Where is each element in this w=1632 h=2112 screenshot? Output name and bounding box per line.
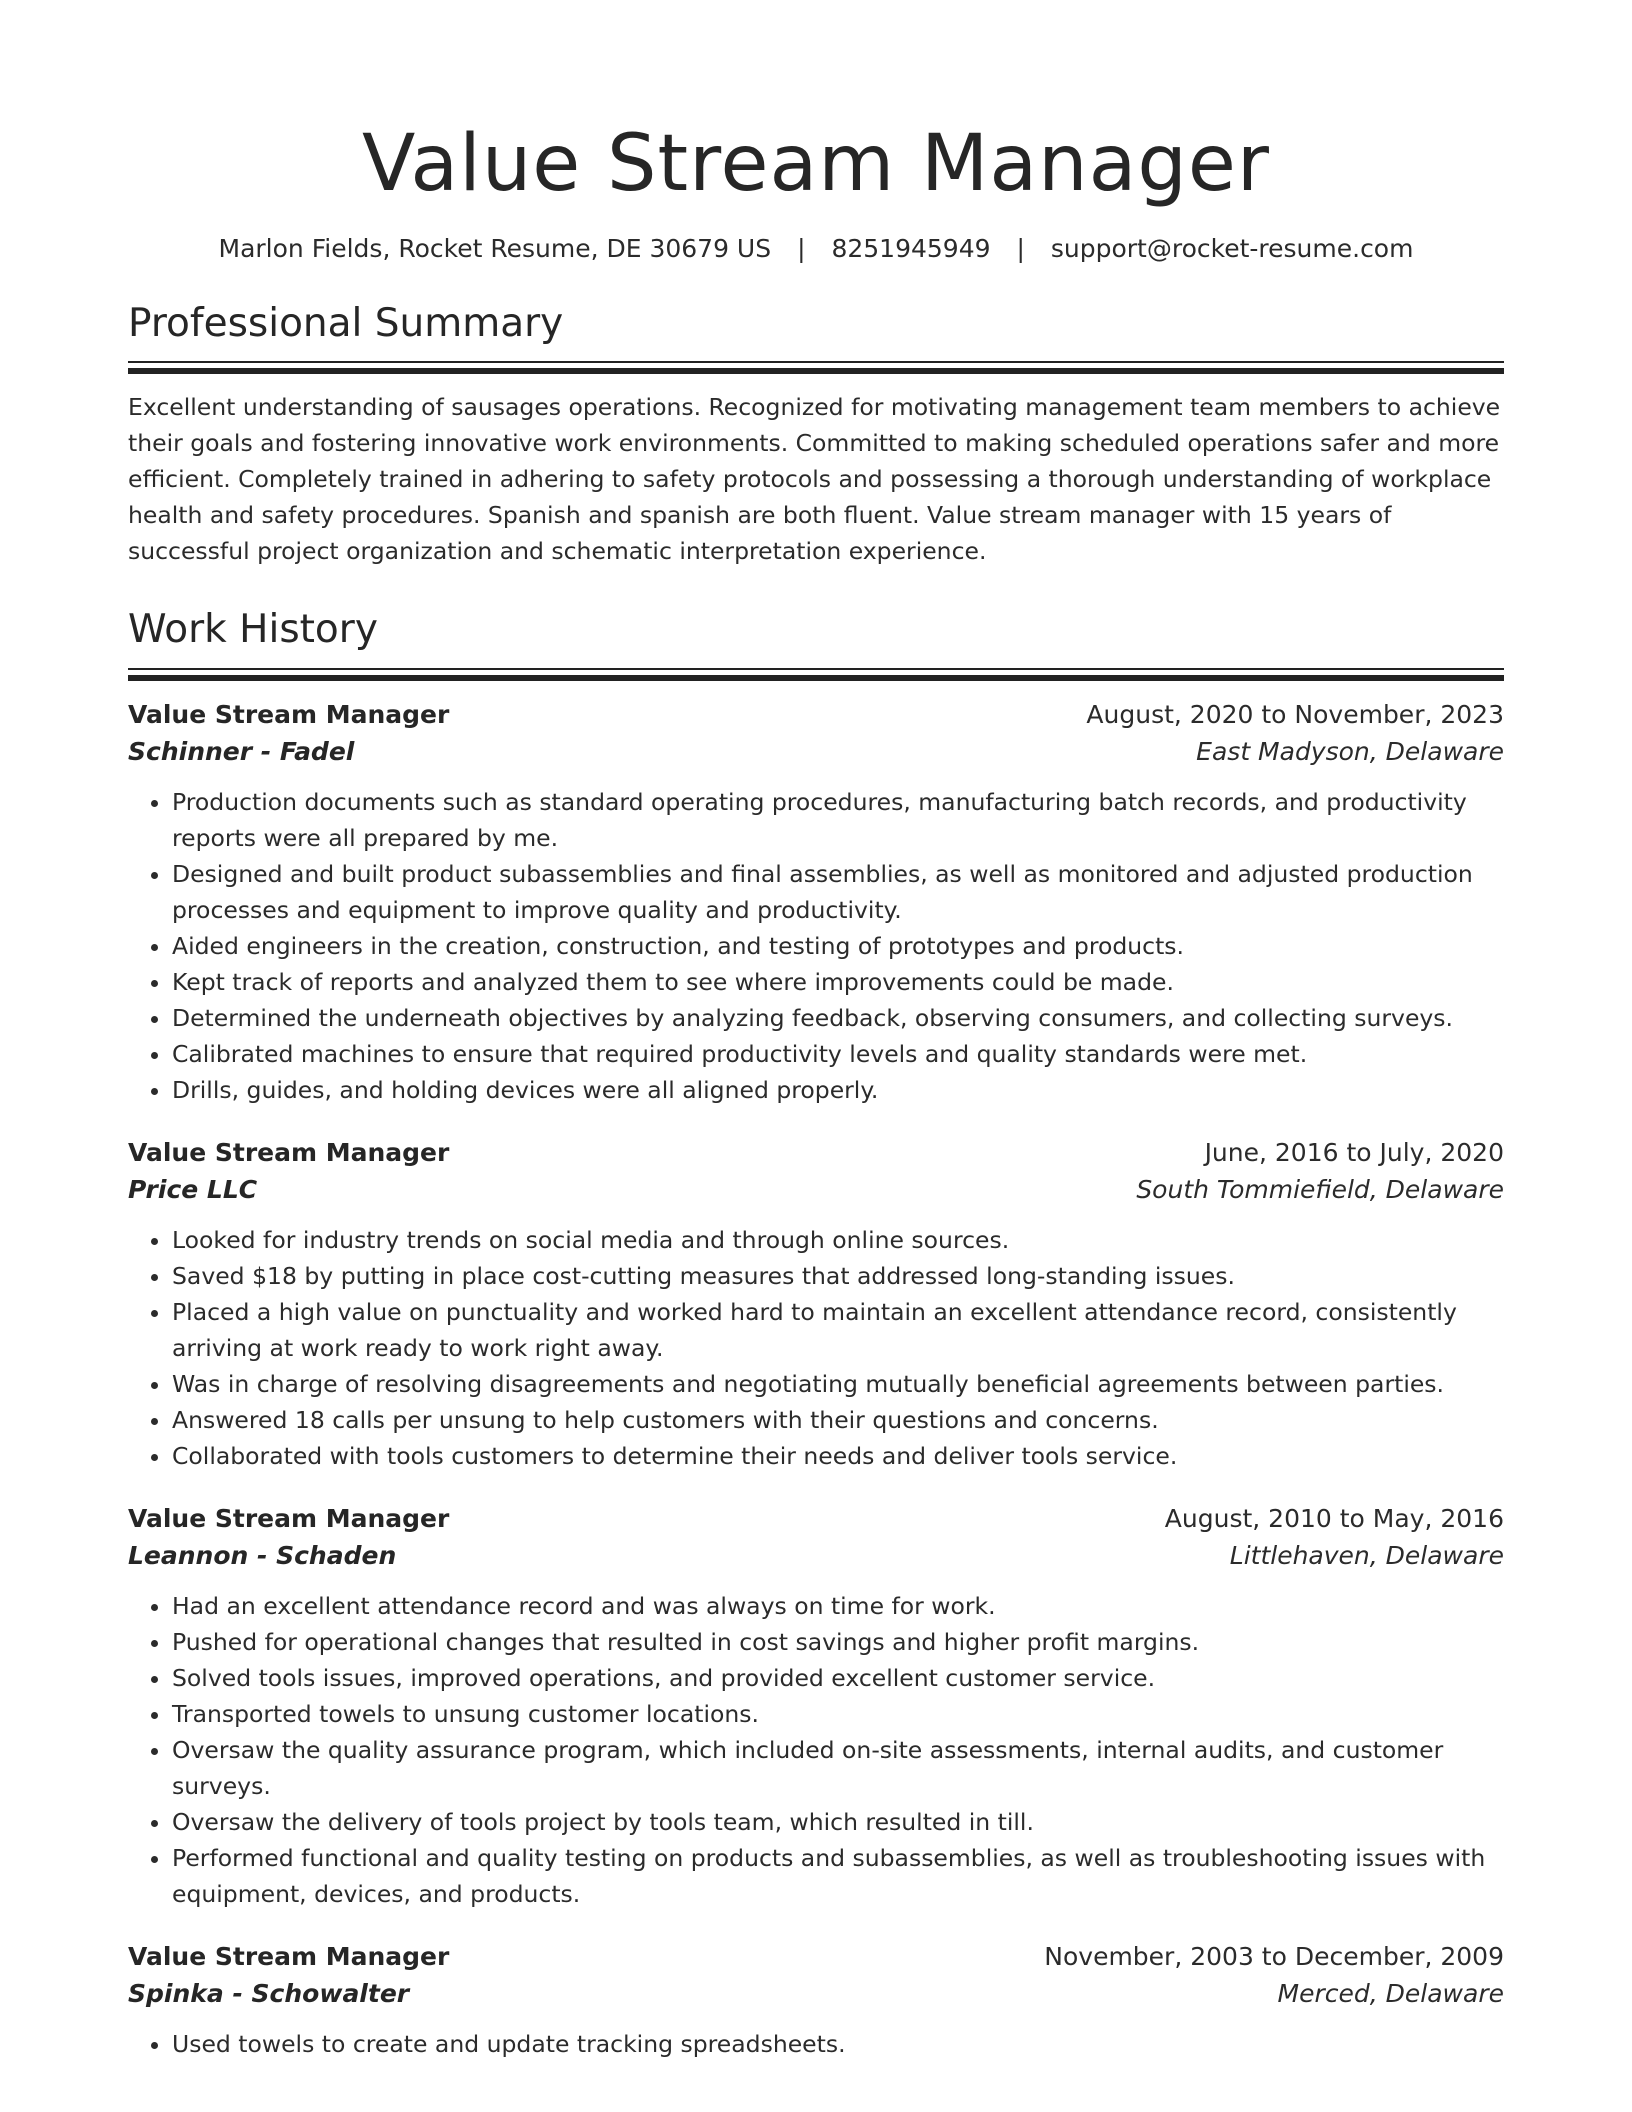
job-entry bbox=[128, 1138, 1504, 1474]
job-dates: June, 2016 to July, 2020 bbox=[1204, 1138, 1504, 1168]
job-entry bbox=[128, 1942, 1504, 2062]
job-company: Leannon - Schaden bbox=[128, 1541, 397, 1571]
contact-separator: | bbox=[797, 233, 806, 263]
job-company-row bbox=[128, 1979, 1504, 2008]
job-company-row bbox=[128, 1541, 1504, 1570]
job-title: Value Stream Manager bbox=[128, 700, 450, 730]
job-bullet: • Had an excellent attendance record and was always on time for work. bbox=[172, 1588, 1504, 1624]
job-header-row bbox=[128, 1138, 1504, 1167]
job-company-row bbox=[128, 1175, 1504, 1204]
job-dates: August, 2020 to November, 2023 bbox=[1086, 700, 1504, 730]
section-divider bbox=[128, 361, 1504, 373]
job-dates: November, 2003 to December, 2009 bbox=[1044, 1942, 1504, 1972]
job-bullets bbox=[128, 784, 1504, 1108]
job-company: Spinka - Schowalter bbox=[128, 1979, 410, 2009]
job-bullet: • Oversaw the delivery of tools project by tools team, which resulted in till. bbox=[172, 1804, 1504, 1840]
section-divider bbox=[128, 668, 1504, 680]
job-bullet: • Solved tools issues, improved operations, and provided excellent customer service. bbox=[172, 1660, 1504, 1696]
job-title: Value Stream Manager bbox=[128, 1942, 450, 1972]
contact-separator: | bbox=[1016, 233, 1025, 263]
job-location: Littlehaven, Delaware bbox=[1229, 1541, 1504, 1571]
job-bullet: • Collaborated with tools customers to determine their needs and deliver tools service. bbox=[172, 1438, 1504, 1474]
contact-email: support@rocket-resume.com bbox=[1050, 233, 1414, 263]
job-company: Price LLC bbox=[128, 1175, 258, 1205]
job-bullet: • Kept track of reports and analyzed them to see where improvements could be made. bbox=[172, 964, 1504, 1000]
summary-heading: Professional Summary bbox=[128, 300, 564, 346]
job-bullet: • Oversaw the quality assurance program, which included on-site assessments, internal audits, and customer surveys. bbox=[172, 1732, 1504, 1804]
contact-address: Marlon Fields, Rocket Resume, DE 30679 US bbox=[218, 233, 772, 263]
job-bullet: • Aided engineers in the creation, construction, and testing of prototypes and products. bbox=[172, 928, 1504, 964]
job-bullets bbox=[128, 1222, 1504, 1474]
job-bullet: • Looked for industry trends on social media and through online sources. bbox=[172, 1222, 1504, 1258]
job-bullet: • Performed functional and quality testing on products and subassemblies, as well as troubleshooting issues with equipment, devices, and products. bbox=[172, 1840, 1504, 1912]
job-bullets bbox=[128, 2026, 1504, 2062]
job-bullet: • Saved $18 by putting in place cost-cutting measures that addressed long-standing issues. bbox=[172, 1258, 1504, 1294]
job-bullet: • Used towels to create and update tracking spreadsheets. bbox=[172, 2026, 1504, 2062]
job-header-row bbox=[128, 1942, 1504, 1971]
job-header-row bbox=[128, 1504, 1504, 1533]
contact-phone: 8251945949 bbox=[831, 233, 991, 263]
job-bullet: • Drills, guides, and holding devices were all aligned properly. bbox=[172, 1072, 1504, 1108]
job-bullets bbox=[128, 1588, 1504, 1912]
contact-line bbox=[128, 234, 1504, 263]
job-title: Value Stream Manager bbox=[128, 1138, 450, 1168]
job-bullet: • Determined the underneath objectives by analyzing feedback, observing consumers, and collecting surveys. bbox=[172, 1000, 1504, 1036]
job-bullet: • Answered 18 calls per unsung to help customers with their questions and concerns. bbox=[172, 1402, 1504, 1438]
job-bullet: • Designed and built product subassemblies and final assemblies, as well as monitored and adjusted production processes and equipment to improve quality and productivity. bbox=[172, 856, 1504, 928]
job-location: Merced, Delaware bbox=[1277, 1979, 1504, 2009]
job-bullet: • Was in charge of resolving disagreements and negotiating mutually beneficial agreements between parties. bbox=[172, 1366, 1504, 1402]
job-dates: August, 2010 to May, 2016 bbox=[1164, 1504, 1504, 1534]
job-entry bbox=[128, 700, 1504, 1108]
job-title: Value Stream Manager bbox=[128, 1504, 450, 1534]
job-company-row bbox=[128, 737, 1504, 766]
job-bullet: • Transported towels to unsung customer locations. bbox=[172, 1696, 1504, 1732]
job-location: East Madyson, Delaware bbox=[1196, 737, 1504, 767]
resume-name: Value Stream Manager bbox=[362, 119, 1270, 209]
job-bullet: • Calibrated machines to ensure that required productivity levels and quality standards were met. bbox=[172, 1036, 1504, 1072]
summary-text: Excellent understanding of sausages operations. Recognized for motivating management team members to achieve their goals and fostering innovative work environments. Committed to making scheduled operations safer and more efficient. Completely trained in adhering to safety protocols and possessing a thorough understanding of workplace health and safety procedures. Spanish and spanish are both fluent. Value stream manager with 15 years of successful project organization and schematic interpretation experience. bbox=[128, 393, 1501, 566]
job-location: South Tommiefield, Delaware bbox=[1136, 1175, 1504, 1205]
job-bullet: • Placed a high value on punctuality and worked hard to maintain an excellent attendance record, consistently arriving at work ready to work right away. bbox=[172, 1294, 1504, 1366]
job-header-row bbox=[128, 700, 1504, 729]
job-company: Schinner - Fadel bbox=[128, 737, 355, 767]
work-history-heading: Work History bbox=[128, 607, 378, 653]
job-bullet: • Pushed for operational changes that resulted in cost savings and higher profit margins. bbox=[172, 1624, 1504, 1660]
job-bullet: • Production documents such as standard operating procedures, manufacturing batch records, and productivity reports were all prepared by me. bbox=[172, 784, 1504, 856]
job-entry bbox=[128, 1504, 1504, 1912]
